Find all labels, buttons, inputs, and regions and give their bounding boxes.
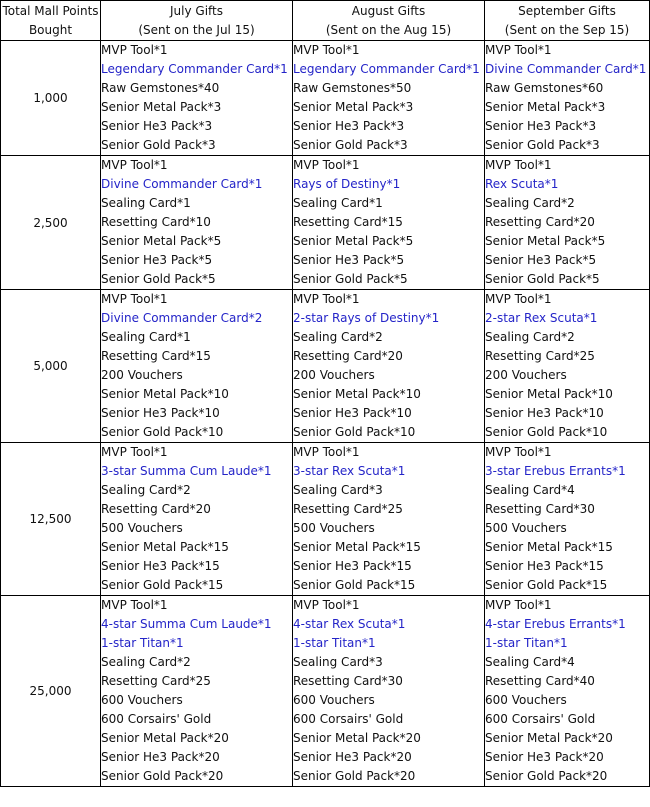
gift-item: 600 Vouchers [293,693,375,707]
gift-list [485,41,649,155]
july-gifts-cell [101,290,293,443]
gift-item: Resetting Card*30 [485,502,595,516]
gift-item: Sealing Card*1 [293,196,383,210]
gift-item: Senior He3 Pack*20 [293,750,412,764]
gift-item: Senior He3 Pack*20 [485,750,604,764]
gift-item: Sealing Card*1 [101,196,191,210]
gift-item: Senior Metal Pack*5 [101,234,222,248]
points-cell: 1,000 [1,41,101,156]
gift-item: Senior Metal Pack*20 [101,731,229,745]
gift-list [101,290,292,442]
gift-item: MVP Tool*1 [485,598,552,612]
gift-item: MVP Tool*1 [101,445,168,459]
featured-gift-item: Divine Commander Card*1 [485,62,647,76]
featured-gift-item: 1-star Titan*1 [101,636,184,650]
gift-item: Raw Gemstones*60 [485,81,604,95]
september-gifts-cell [485,156,650,290]
points-header-line2: Bought [28,22,73,37]
tier-row [1,156,650,290]
gift-item: 600 Corsairs' Gold [293,712,404,726]
august-gifts-cell [293,156,485,290]
gift-list [293,596,484,786]
july-gifts-cell [101,443,293,596]
gift-item: Sealing Card*2 [485,196,575,210]
gift-item: Resetting Card*40 [485,674,595,688]
gift-list [485,443,649,595]
gift-item: Senior He3 Pack*10 [101,406,220,420]
gift-item: MVP Tool*1 [101,292,168,306]
tier-row [1,443,650,596]
gift-item: Senior Gold Pack*3 [293,138,408,152]
gift-item: MVP Tool*1 [485,445,552,459]
gift-item: MVP Tool*1 [485,158,552,172]
september-gifts-cell [485,41,650,156]
gift-item: Senior Metal Pack*5 [485,234,606,248]
gift-item: Senior Metal Pack*10 [101,387,229,401]
gift-item: 200 Vouchers [293,368,375,382]
august-gifts-cell [293,443,485,596]
gift-item: Resetting Card*25 [101,674,211,688]
gift-item: MVP Tool*1 [293,158,360,172]
gift-item: 200 Vouchers [485,368,567,382]
gift-item: Sealing Card*3 [293,655,383,669]
gift-item: Senior Metal Pack*3 [101,100,222,114]
tier-row [1,290,650,443]
july-gifts-cell [101,156,293,290]
featured-gift-item: 3-star Summa Cum Laude*1 [101,464,272,478]
points-column-header [1,1,101,41]
gift-list [101,443,292,595]
gift-item: Resetting Card*15 [101,349,211,363]
gift-item: Sealing Card*2 [293,330,383,344]
gift-item: Senior Gold Pack*20 [293,769,416,783]
gift-item: Senior He3 Pack*5 [293,253,405,267]
tier-row [1,596,650,787]
gift-item: MVP Tool*1 [485,292,552,306]
points-cell: 5,000 [1,290,101,443]
july-column-header [101,1,293,41]
gift-item: Resetting Card*30 [293,674,403,688]
gift-item: Senior Gold Pack*5 [101,272,216,286]
gift-item: MVP Tool*1 [293,445,360,459]
gift-item: Resetting Card*25 [485,349,595,363]
gift-item: MVP Tool*1 [293,292,360,306]
gift-list [485,156,649,289]
featured-gift-item: Legendary Commander Card*1 [101,62,288,76]
gift-item: Senior He3 Pack*10 [293,406,412,420]
gift-item: 600 Vouchers [485,693,567,707]
gift-item: Senior He3 Pack*10 [485,406,604,420]
gift-list [101,596,292,786]
gift-item: Senior He3 Pack*3 [101,119,213,133]
gift-item: Senior Metal Pack*15 [485,540,613,554]
gift-item: Senior He3 Pack*20 [101,750,220,764]
gift-item: Senior He3 Pack*15 [293,559,412,573]
gift-item: Senior Metal Pack*3 [485,100,606,114]
gift-item: 600 Corsairs' Gold [101,712,212,726]
gift-item: Resetting Card*20 [101,502,211,516]
gift-item: Sealing Card*2 [485,330,575,344]
gift-list [293,156,484,289]
gift-item: Senior Metal Pack*15 [101,540,229,554]
gift-item: 500 Vouchers [485,521,567,535]
points-cell: 2,500 [1,156,101,290]
gift-item: Senior Metal Pack*10 [293,387,421,401]
september-gifts-cell [485,290,650,443]
august-column-header [293,1,485,41]
points-header-line1: Total Mall Points [2,3,99,18]
featured-gift-item: Legendary Commander Card*1 [293,62,480,76]
gift-list [485,596,649,786]
gift-list [485,290,649,442]
gift-item: Senior Gold Pack*5 [293,272,408,286]
featured-gift-item: 1-star Titan*1 [485,636,568,650]
featured-gift-item: 1-star Titan*1 [293,636,376,650]
gift-item: 600 Corsairs' Gold [485,712,596,726]
gift-item: Senior Gold Pack*10 [101,425,224,439]
gift-item: Resetting Card*20 [293,349,403,363]
september-column-header [485,1,650,41]
gift-item: Senior He3 Pack*15 [101,559,220,573]
gift-item: Resetting Card*15 [293,215,403,229]
gift-item: Senior Metal Pack*20 [485,731,613,745]
featured-gift-item: 3-star Erebus Errants*1 [485,464,626,478]
gift-item: Senior He3 Pack*5 [485,253,597,267]
gift-list [293,290,484,442]
gift-item: Senior Metal Pack*5 [293,234,414,248]
august-gifts-cell [293,41,485,156]
gift-item: Sealing Card*2 [101,655,191,669]
july-gifts-cell [101,41,293,156]
month-subtitle: (Sent on the Sep 15) [504,22,630,37]
gift-item: Senior Metal Pack*3 [293,100,414,114]
gift-item: Senior He3 Pack*5 [101,253,213,267]
gift-list [101,156,292,289]
gift-item: MVP Tool*1 [101,598,168,612]
gift-list [293,41,484,155]
featured-gift-item: 2-star Rays of Destiny*1 [293,311,440,325]
featured-gift-item: 2-star Rex Scuta*1 [485,311,598,325]
gift-item: MVP Tool*1 [293,598,360,612]
featured-gift-item: Rex Scuta*1 [485,177,559,191]
gift-item: MVP Tool*1 [293,43,360,57]
july-gifts-cell [101,596,293,787]
gift-item: Sealing Card*1 [101,330,191,344]
gift-item: Senior Gold Pack*15 [485,578,608,592]
gift-item: Senior He3 Pack*3 [485,119,597,133]
month-subtitle: (Sent on the Aug 15) [325,22,452,37]
gift-item: Resetting Card*20 [485,215,595,229]
header-row [1,1,650,41]
gift-item: Senior Gold Pack*3 [485,138,600,152]
featured-gift-item: Divine Commander Card*2 [101,311,263,325]
august-gifts-cell [293,290,485,443]
gift-item: Resetting Card*25 [293,502,403,516]
gift-item: Senior Gold Pack*10 [293,425,416,439]
gift-item: Sealing Card*4 [485,655,575,669]
gift-item: 500 Vouchers [101,521,183,535]
gift-item: MVP Tool*1 [485,43,552,57]
gift-list [293,443,484,595]
featured-gift-item: 4-star Summa Cum Laude*1 [101,617,272,631]
gift-item: Raw Gemstones*50 [293,81,412,95]
gift-item: Senior He3 Pack*15 [485,559,604,573]
august-gifts-cell [293,596,485,787]
featured-gift-item: 3-star Rex Scuta*1 [293,464,406,478]
gift-item: Senior Gold Pack*20 [101,769,224,783]
gift-item: Resetting Card*10 [101,215,211,229]
gift-item: Senior Metal Pack*15 [293,540,421,554]
points-cell: 12,500 [1,443,101,596]
gift-item: Senior Gold Pack*3 [101,138,216,152]
gift-item: Sealing Card*3 [293,483,383,497]
gift-list [101,41,292,155]
gift-item: 500 Vouchers [293,521,375,535]
featured-gift-item: Divine Commander Card*1 [101,177,263,191]
gift-item: 600 Vouchers [101,693,183,707]
featured-gift-item: 4-star Rex Scuta*1 [293,617,406,631]
gift-item: Senior Metal Pack*20 [293,731,421,745]
gift-item: Sealing Card*2 [101,483,191,497]
september-gifts-cell [485,443,650,596]
month-title: August Gifts [351,3,426,18]
featured-gift-item: Rays of Destiny*1 [293,177,401,191]
gift-item: Raw Gemstones*40 [101,81,220,95]
gift-item: 200 Vouchers [101,368,183,382]
tier-row [1,41,650,156]
gift-item: Senior Gold Pack*15 [101,578,224,592]
gift-item: Senior Metal Pack*10 [485,387,613,401]
month-title: July Gifts [170,3,223,18]
gift-item: Senior He3 Pack*3 [293,119,405,133]
september-gifts-cell [485,596,650,787]
gift-item: Senior Gold Pack*10 [485,425,608,439]
gift-item: MVP Tool*1 [101,43,168,57]
gift-item: Senior Gold Pack*15 [293,578,416,592]
gift-table-body [1,41,650,787]
gift-item: Sealing Card*4 [485,483,575,497]
gift-item: MVP Tool*1 [101,158,168,172]
gift-item: Senior Gold Pack*20 [485,769,608,783]
gift-item: Senior Gold Pack*5 [485,272,600,286]
month-title: September Gifts [518,3,616,18]
month-subtitle: (Sent on the Jul 15) [138,22,255,37]
featured-gift-item: 4-star Erebus Errants*1 [485,617,626,631]
points-cell: 25,000 [1,596,101,787]
